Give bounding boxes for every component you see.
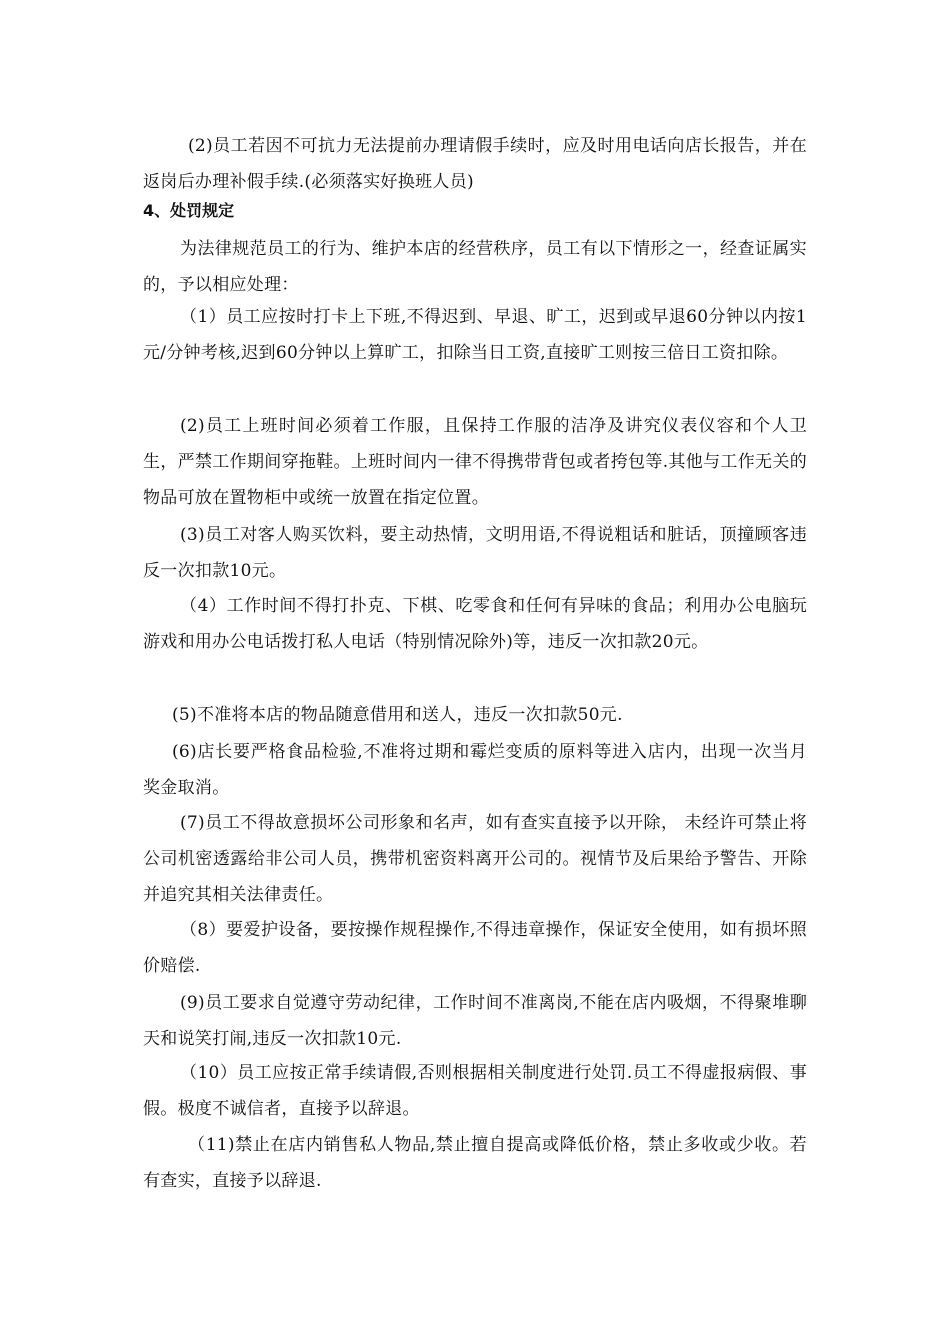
rule-item-6: (6)店长要严格食品检验,不准将过期和霉烂变质的原料等进入店内，出现一次当月奖金取消。 <box>143 742 807 798</box>
rule-item-5: (5)不准将本店的物品随意借用和送人，违反一次扣款50元. <box>172 705 623 725</box>
rule-item-9: (9)员工要求自觉遵守劳动纪律，工作时间不准离岗,不能在店内吸烟，不得聚堆聊天和说笑打闹,违反一次扣款10元. <box>143 993 807 1049</box>
rule-item-2: (2)员工上班时间必须着工作服，且保持工作服的洁净及讲究仪表仪容和个人卫生，严禁工作期间穿拖鞋。上班时间内一律不得携带背包或者挎包等.其他与工作无关的物品可放在置物柜中或统一放置在指定位置。 <box>143 416 807 508</box>
rule-item-7: (7)员工不得故意损坏公司形象和名声，如有查实直接予以开除， 未经许可禁止将公司机密透露给非公司人员，携带机密资料离开公司的。视情节及后果给予警告、开除并追究其相关法律责任。 <box>143 813 807 905</box>
section-title: 4、处罚规定 <box>143 201 235 220</box>
rule-item-10: （10）员工应按正常手续请假,否则根据相关制度进行处罚.员工不得虚报病假、事假。极度不诚信者，直接予以辞退。 <box>143 1063 807 1119</box>
rule-item-8: （8）要爱护设备，要按操作规程操作,不得违章操作，保证安全使用，如有损坏照价赔偿. <box>143 920 807 976</box>
rule-item-11: （11)禁止在店内销售私人物品,禁止擅自提高或降低价格，禁止多收或少收。若有查实，直接予以辞退. <box>143 1135 807 1191</box>
rule-item-4: （4）工作时间不得打扑克、下棋、吃零食和任何有异味的食品；利用办公电脑玩游戏和用办公电话拨打私人电话（特别情况除外)等，违反一次扣款20元。 <box>143 596 807 652</box>
rule-item-1: （1）员工应按时打卡上下班,不得迟到、早退、旷工，迟到或早退60分钟以内按1元/分钟考核,迟到60分钟以上算旷工，扣除当日工资,直接旷工则按三倍日工资扣除。 <box>143 307 807 363</box>
rule-item-3: (3)员工对客人购买饮料，要主动热情，文明用语,不得说粗话和脏话，顶撞顾客违反一次扣款10元。 <box>143 525 807 581</box>
paragraph-lead: 为法律规范员工的行为、维护本店的经营秩序，员工有以下情形之一，经查证属实的，予以相应处理： <box>143 239 807 295</box>
paragraph-leave-notice: (2)员工若因不可抗力无法提前办理请假手续时，应及时用电话向店长报告，并在返岗后办理补假手续.(必须落实好换班人员) <box>143 136 807 192</box>
